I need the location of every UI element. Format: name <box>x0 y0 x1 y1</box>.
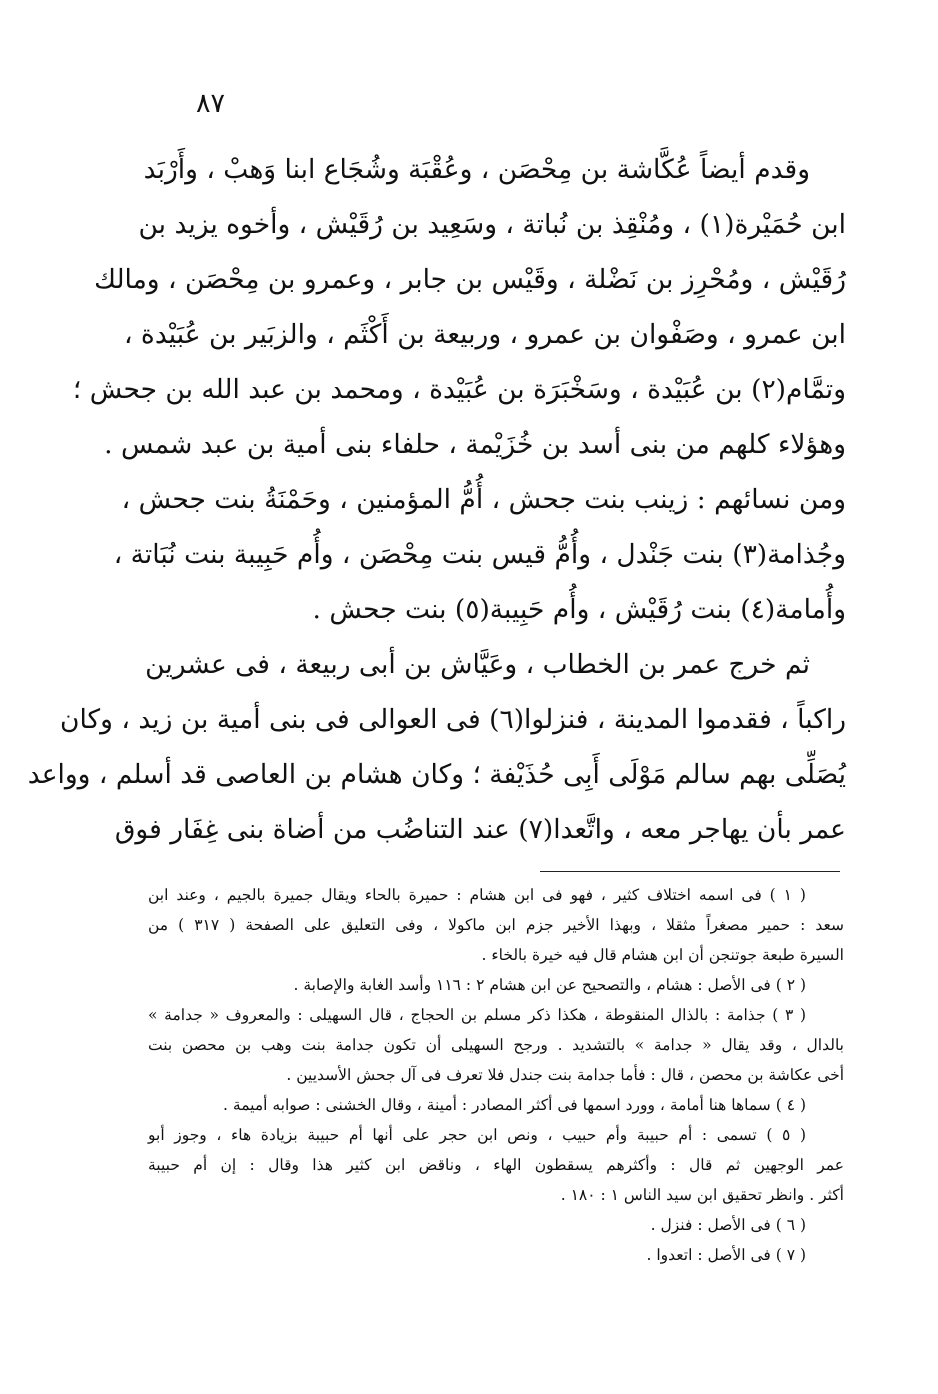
text-line: ابن عمرو ، وصَفْوان بن عمرو ، وربيعة بن أَكْثَم ، والزبَير بن عُبَيْدة ، <box>123 319 846 350</box>
footnote-line: ( ٢ ) فى الأصل : هشام ، والتصحيح عن ابن هشام ٢ : ١١٦ وأسد الغابة والإصابة . <box>293 976 806 994</box>
text-line: ابن حُمَيْرة(١) ، ومُنْقِذ بن نُباتة ، وسَعِيد بن رُقَيْش ، وأخوه يزيد بن <box>138 209 846 240</box>
footnotes <box>148 880 844 1270</box>
footnote-line: عمر الوجهين ثم قال : وأكثرهم يسقطون الهاء ، وناقض ابن كثير هذا وقال : إن أم حبيبة <box>148 1156 844 1174</box>
text-line: رُقَيْش ، ومُحْرِز بن نَضْلة ، وقَيْس بن جابر ، وعمرو بن مِحْصَن ، ومالك <box>94 264 846 295</box>
text-line: ومن نسائهم : زينب بنت جحش ، أُمُّ المؤمنين ، وحَمْنَةُ بنت جحش ، <box>121 484 846 515</box>
text-line: وقدم أيضاً عُكَّاشة بن مِحْصَن ، وعُقْبَة وشُجَاع ابنا وَهبْ ، وأَرْبَد <box>143 154 810 185</box>
text-line: راكباً ، فقدموا المدينة ، فنزلوا(٦) فى العوالى فى بنى أمية بن زيد ، وكان <box>60 704 846 735</box>
footnote-line: أخى عكاشة بن محصن ، قال : فأما جدامة بنت جندل فلا تعرف فى آل جحش الأسديين . <box>286 1066 844 1084</box>
page-number: ٨٧ <box>196 88 226 119</box>
footnote-line: ( ٤ ) سماها هنا أمامة ، وورد اسمها فى أكثر المصادر : أمينة ، وقال الخشنى : صوابه أميمة . <box>223 1096 806 1114</box>
footnote-line: ( ١ ) فى اسمه اختلاف كثير ، فهو فى ابن هشام : حميرة بالحاء ويقال جميرة بالجيم ، وعند ابن <box>148 886 806 904</box>
text-line: يُصَلِّى بهم سالم مَوْلَى أَبِى حُذَيْفة ؛ وكان هشام بن العاصى قد أسلم ، وواعد <box>27 759 846 790</box>
main-text <box>27 142 846 857</box>
text-line: عمر بأن يهاجر معه ، واتَّعدا(٧) عند التناضُب من أضاة بنى غِفَار فوق <box>114 814 846 845</box>
footnote-line: السيرة طبعة جوتنجن أن ابن هشام قال فيه خيرة بالخاء . <box>481 946 844 964</box>
footnote-line: أكثر . وانظر تحقيق ابن سيد الناس ١ : ١٨٠ . <box>560 1186 844 1204</box>
text-line: وجُذامة(٣) بنت جَنْدل ، وأُمُّ قيس بنت مِحْصَن ، وأُم حَبِيبة بنت نُبَاتة ، <box>113 539 846 570</box>
footnote-line: سعد : حمير مصغراً مثقلا ، وبهذا الأخير جزم ابن ماكولا ، وفى التعليق على الصفحة ( ٣١٧ ) من <box>148 916 844 934</box>
footnote-line: ( ٥ ) تسمى : أم حبيبة وأم حبيب ، ونص ابن حجر على أنها أم حبيبة بزيادة هاء ، وجوز أبو <box>148 1126 806 1144</box>
text-line: وهؤلاء كلهم من بنى أسد بن خُزَيْمة ، حلفاء بنى أمية بن عبد شمس . <box>104 429 846 460</box>
footnote-divider <box>540 871 840 872</box>
footnote-line: ( ٧ ) فى الأصل : اتعدوا . <box>646 1246 806 1264</box>
text-line: وتمَّام(٢) بن عُبَيْدة ، وسَخْبَرَة بن عُبَيْدة ، ومحمد بن عبد الله بن جحش ؛ <box>72 374 846 405</box>
footnote-line: ( ٣ ) جذامة : بالذال المنقوطة ، هكذا ذكر مسلم بن الحجاج ، قال السهيلى : والمعروف « جدامة » <box>148 1006 806 1024</box>
footnote-line: ( ٦ ) فى الأصل : فنزل . <box>650 1216 806 1234</box>
text-line: ثم خرج عمر بن الخطاب ، وعَيَّاش بن أبى ربيعة ، فى عشرين <box>145 649 810 680</box>
text-line: وأُمامة(٤) بنت رُقَيْش ، وأُم حَبِيبة(٥) بنت جحش . <box>312 594 846 625</box>
footnote-line: بالدال ، وقد يقال « جدامة » بالتشديد . ورجح السهيلى أن تكون جدامة بنت وهب بن محصن بنت <box>148 1036 844 1054</box>
